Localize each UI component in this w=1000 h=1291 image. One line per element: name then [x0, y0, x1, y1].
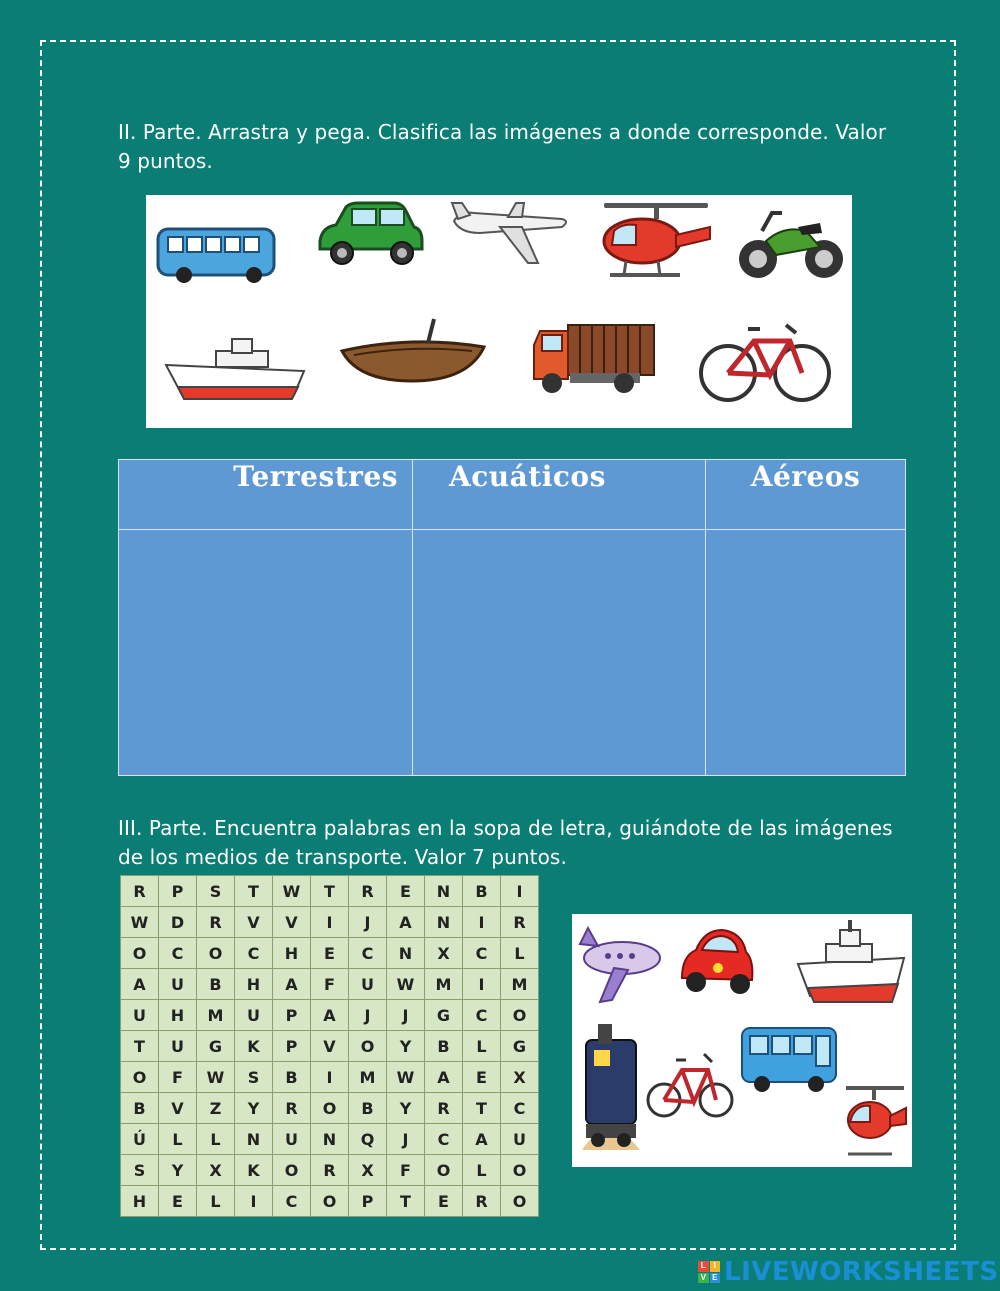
word-search-cell[interactable]: M [349, 1062, 387, 1093]
word-search-cell[interactable]: O [311, 1186, 349, 1217]
word-search-cell[interactable]: L [197, 1124, 235, 1155]
word-search-cell[interactable]: O [425, 1155, 463, 1186]
word-search-cell[interactable]: C [425, 1124, 463, 1155]
logo-mark-icon: L I V E [698, 1261, 720, 1283]
word-search-cell[interactable]: Ú [121, 1124, 159, 1155]
word-search-cell[interactable]: K [235, 1155, 273, 1186]
word-search-cell[interactable]: A [273, 969, 311, 1000]
word-search-cell[interactable]: O [501, 1155, 539, 1186]
word-search-cell[interactable]: Y [387, 1031, 425, 1062]
word-search-cell[interactable]: K [235, 1031, 273, 1062]
word-search-cell[interactable]: R [197, 907, 235, 938]
word-search-cell[interactable]: C [501, 1093, 539, 1124]
word-search-row [121, 1000, 539, 1031]
word-search-cell[interactable]: J [387, 1000, 425, 1031]
word-search-cell[interactable]: H [159, 1000, 197, 1031]
airplane-icon [578, 924, 662, 1006]
word-search-cell[interactable]: I [311, 1062, 349, 1093]
word-search-cell[interactable]: C [273, 1186, 311, 1217]
word-search-cell[interactable]: E [425, 1186, 463, 1217]
section3-instruction [118, 814, 893, 872]
word-search-cell[interactable]: U [273, 1124, 311, 1155]
airplane-icon[interactable] [450, 197, 572, 269]
word-search-cell[interactable]: O [501, 1000, 539, 1031]
word-search-cell[interactable]: U [159, 1031, 197, 1062]
word-search-cell[interactable]: V [311, 1031, 349, 1062]
word-search-cell[interactable]: N [387, 938, 425, 969]
hint-images-panel [572, 914, 912, 1167]
classification-table [118, 459, 906, 776]
word-search-cell[interactable]: L [463, 1031, 501, 1062]
bicycle-icon[interactable] [696, 319, 834, 405]
word-search-cell[interactable]: P [159, 876, 197, 907]
word-search-cell[interactable]: T [387, 1186, 425, 1217]
word-search-cell[interactable]: R [273, 1093, 311, 1124]
header-terrestres: Terrestres [119, 460, 413, 530]
word-search-cell[interactable]: O [121, 938, 159, 969]
word-search-cell[interactable]: N [425, 907, 463, 938]
liveworksheets-logo [698, 1258, 999, 1286]
word-search-cell[interactable]: J [387, 1124, 425, 1155]
word-search-row [121, 1062, 539, 1093]
section3-line2: de los medios de transporte. Valor 7 puntos. [118, 845, 567, 869]
word-search-cell[interactable]: S [235, 1062, 273, 1093]
word-search-cell[interactable]: B [197, 969, 235, 1000]
word-search-cell[interactable]: T [311, 876, 349, 907]
helicopter-icon[interactable] [596, 199, 716, 281]
word-search-cell[interactable]: Z [197, 1093, 235, 1124]
word-search-cell[interactable]: U [235, 1000, 273, 1031]
word-search-row [121, 969, 539, 1000]
word-search-cell[interactable]: B [425, 1031, 463, 1062]
word-search-cell[interactable]: O [311, 1093, 349, 1124]
word-search-cell[interactable]: L [463, 1155, 501, 1186]
word-search-cell[interactable]: V [273, 907, 311, 938]
bus-icon[interactable] [154, 223, 279, 288]
word-search-cell[interactable]: E [463, 1062, 501, 1093]
header-acuaticos: Acuáticos [413, 460, 706, 530]
section2-line1: II. Parte. Arrastra y pega. Clasifica las imágenes a donde corresponde. Valor [118, 120, 887, 144]
logo-text: LIVEWORKSHEETS [724, 1257, 999, 1287]
word-search-cell[interactable]: Y [387, 1093, 425, 1124]
train-icon [578, 1020, 644, 1162]
word-search-cell[interactable]: O [197, 938, 235, 969]
word-search-grid[interactable] [120, 875, 539, 1217]
word-search-cell[interactable]: Q [349, 1124, 387, 1155]
word-search-cell[interactable]: T [121, 1031, 159, 1062]
word-search-cell[interactable]: B [273, 1062, 311, 1093]
word-search-cell[interactable]: M [425, 969, 463, 1000]
word-search-cell[interactable]: L [197, 1186, 235, 1217]
word-search-cell[interactable]: O [501, 1186, 539, 1217]
word-search-cell[interactable]: R [311, 1155, 349, 1186]
word-search-cell[interactable]: P [273, 1031, 311, 1062]
word-search-row [121, 938, 539, 969]
word-search-cell[interactable]: T [235, 876, 273, 907]
word-search-cell[interactable]: X [349, 1155, 387, 1186]
word-search-cell[interactable]: C [463, 1000, 501, 1031]
word-search-cell[interactable]: I [311, 907, 349, 938]
word-search-row [121, 1186, 539, 1217]
word-search-cell[interactable]: W [121, 907, 159, 938]
word-search-cell[interactable]: F [311, 969, 349, 1000]
word-search-cell[interactable]: E [311, 938, 349, 969]
word-search-row [121, 1031, 539, 1062]
word-search-cell[interactable]: U [501, 1124, 539, 1155]
word-search-cell[interactable]: X [425, 938, 463, 969]
word-search-cell[interactable]: V [159, 1093, 197, 1124]
word-search-cell[interactable]: B [349, 1093, 387, 1124]
word-search-cell[interactable]: P [349, 1186, 387, 1217]
word-search-cell[interactable]: W [273, 876, 311, 907]
word-search-cell[interactable]: A [463, 1124, 501, 1155]
word-search-cell[interactable]: M [197, 1000, 235, 1031]
section2-instruction [118, 118, 886, 176]
word-search-cell[interactable]: P [273, 1000, 311, 1031]
word-search-cell[interactable]: U [121, 1000, 159, 1031]
word-search-cell[interactable]: C [349, 938, 387, 969]
word-search-cell[interactable]: N [425, 876, 463, 907]
word-search-cell[interactable]: G [425, 1000, 463, 1031]
word-search-cell[interactable]: E [387, 876, 425, 907]
word-search-cell[interactable]: R [501, 907, 539, 938]
ship-icon [796, 918, 906, 1008]
dropzone-acuaticos[interactable] [413, 530, 706, 776]
word-search-cell[interactable]: R [349, 876, 387, 907]
dropzone-aereos[interactable] [706, 530, 906, 776]
word-search-cell[interactable]: A [425, 1062, 463, 1093]
word-search-cell[interactable]: L [501, 938, 539, 969]
helicopter-icon [842, 1080, 908, 1166]
word-search-cell[interactable]: L [159, 1124, 197, 1155]
word-search-row [121, 876, 539, 907]
word-search-cell[interactable]: H [273, 938, 311, 969]
word-search-cell[interactable]: C [235, 938, 273, 969]
word-search-cell[interactable]: V [235, 907, 273, 938]
word-search-cell[interactable]: Y [235, 1093, 273, 1124]
word-search-cell[interactable]: F [387, 1155, 425, 1186]
word-search-cell[interactable]: O [273, 1155, 311, 1186]
word-search-cell[interactable]: G [197, 1031, 235, 1062]
word-search-cell[interactable]: S [197, 876, 235, 907]
word-search-cell[interactable]: W [387, 969, 425, 1000]
word-search-cell[interactable]: J [349, 1000, 387, 1031]
word-search-cell[interactable]: G [501, 1031, 539, 1062]
word-search-cell[interactable]: U [349, 969, 387, 1000]
word-search-cell[interactable]: C [159, 938, 197, 969]
word-search-cell[interactable]: D [159, 907, 197, 938]
word-search-row [121, 907, 539, 938]
word-search-cell[interactable]: B [463, 876, 501, 907]
word-search-row [121, 1155, 539, 1186]
word-search-cell[interactable]: O [121, 1062, 159, 1093]
word-search-cell[interactable]: U [159, 969, 197, 1000]
rowboat-icon[interactable] [338, 317, 488, 389]
section3-line1: III. Parte. Encuentra palabras en la sopa de letra, guiándote de las imágenes [118, 816, 893, 840]
car-icon [676, 922, 756, 1004]
ship-icon[interactable] [164, 337, 306, 405]
word-search-cell[interactable]: N [235, 1124, 273, 1155]
dropzone-terrestres[interactable] [119, 530, 413, 776]
word-search-row [121, 1093, 539, 1124]
word-search-cell[interactable]: O [349, 1031, 387, 1062]
word-search-cell[interactable]: X [197, 1155, 235, 1186]
word-search-cell[interactable]: R [121, 876, 159, 907]
word-search-cell[interactable]: A [311, 1000, 349, 1031]
truck-icon[interactable] [530, 317, 658, 399]
word-search-cell[interactable]: I [463, 969, 501, 1000]
word-search-cell[interactable]: F [159, 1062, 197, 1093]
word-search-cell[interactable]: H [235, 969, 273, 1000]
word-search-cell[interactable]: A [121, 969, 159, 1000]
word-search-cell[interactable]: X [501, 1062, 539, 1093]
word-search-cell[interactable]: Y [159, 1155, 197, 1186]
word-search-cell[interactable]: B [121, 1093, 159, 1124]
word-search-cell[interactable]: H [121, 1186, 159, 1217]
header-aereos: Aéreos [706, 460, 906, 530]
word-search-cell[interactable]: R [425, 1093, 463, 1124]
word-search-cell[interactable]: C [463, 938, 501, 969]
word-search-cell[interactable]: R [463, 1186, 501, 1217]
word-search-cell[interactable]: S [121, 1155, 159, 1186]
word-search-row [121, 1124, 539, 1155]
bus-icon [738, 1020, 840, 1096]
word-search-cell[interactable]: W [197, 1062, 235, 1093]
word-search-cell[interactable]: A [387, 907, 425, 938]
word-search-cell[interactable]: N [311, 1124, 349, 1155]
vehicles-panel [146, 195, 852, 428]
word-search-cell[interactable]: M [501, 969, 539, 1000]
bicycle-icon [646, 1030, 736, 1140]
word-search-cell[interactable]: I [235, 1186, 273, 1217]
word-search-cell[interactable]: I [463, 907, 501, 938]
word-search-cell[interactable]: T [463, 1093, 501, 1124]
word-search-cell[interactable]: W [387, 1062, 425, 1093]
section2-line2: 9 puntos. [118, 149, 213, 173]
word-search-cell[interactable]: I [501, 876, 539, 907]
motorcycle-icon[interactable] [736, 201, 848, 283]
word-search-cell[interactable]: E [159, 1186, 197, 1217]
word-search-cell[interactable]: J [349, 907, 387, 938]
car-icon[interactable] [314, 199, 426, 269]
